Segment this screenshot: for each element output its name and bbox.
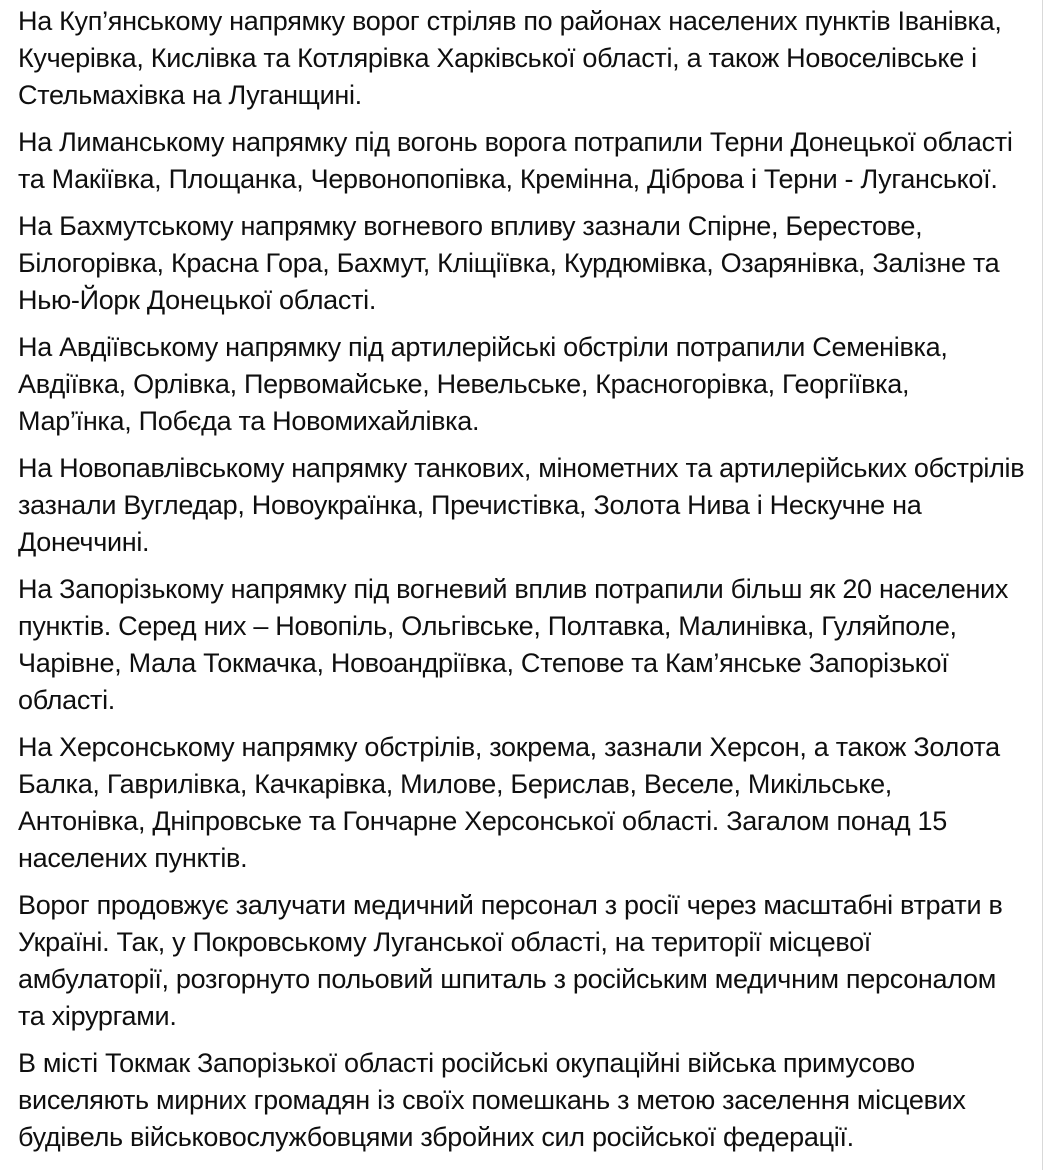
paragraph-zaporizhzhia-direction: На Запорізькому напрямку під вогневий вплив потрапили більш як 20 населених пунктів. Серед них – Новопіль, Ольгівське, Полтавка, Малинівка, Гуляйполе, Чарівне, Мала Токмачка, Новоандріївка, Степове та Кам’янське Запорізької області.: [18, 574, 1009, 715]
paragraph-kherson-direction: На Херсонському напрямку обстрілів, зокрема, зазнали Херсон, а також Золота Балка, Гаврилівка, Качкарівка, Милове, Берислав, Веселе, Микільське, Антонівка, Дніпровське та Гончарне Херсонської області. Загалом понад 15 населених пунктів.: [18, 732, 1000, 873]
paragraph-avdiivka-direction: На Авдіївському напрямку під артилерійські обстріли потрапили Семенівка, Авдіївка, Орлівка, Первомайське, Невельське, Красногорівка, Георгіївка, Мар’їнка, Побєда та Новомихайлівка.: [18, 332, 948, 436]
paragraph-medical-personnel: Ворог продовжує залучати медичний персонал з росії через масштабні втрати в Україні. Так, у Покровському Луганської області, на території місцевої амбулаторії, розгорнуто польовий шпиталь з російським медичним персоналом та хірургами.: [18, 890, 1003, 1031]
paragraph-kupiansk-direction: На Куп’янському напрямку ворог стріляв по районах населених пунктів Іванівка, Кучерівка, Кислівка та Котлярівка Харківської області, а також Новоселівське і Стельмахівка на Луганщині.: [18, 6, 1002, 110]
paragraph-lyman-direction: На Лиманському напрямку під вогонь ворога потрапили Терни Донецької області та Макіївка, Площанка, Червонопопівка, Кремінна, Діброва і Терни - Луганської.: [18, 127, 1013, 194]
paragraph-novopavlivka-direction: На Новопавлівському напрямку танкових, мінометних та артилерійських обстрілів зазнали Вугледар, Новоукраїнка, Пречистівка, Золота Нива і Нескучне на Донеччині.: [18, 453, 1025, 557]
paragraph-bakhmut-direction: На Бахмутському напрямку вогневого впливу зазнали Спірне, Берестове, Білогорівка, Красна Гора, Бахмут, Кліщіївка, Курдюмівка, Озарянівка, Залізне та Нью-Йорк Донецької області.: [18, 211, 1000, 315]
paragraph-tokmak-evictions: В місті Токмак Запорізької області російські окупаційні війська примусово виселяють мирних громадян із своїх помешкань з метою заселення місцевих будівель військовослужбовцями збройних сил російської федерації.: [18, 1048, 966, 1152]
right-edge-divider: [1042, 0, 1043, 1170]
